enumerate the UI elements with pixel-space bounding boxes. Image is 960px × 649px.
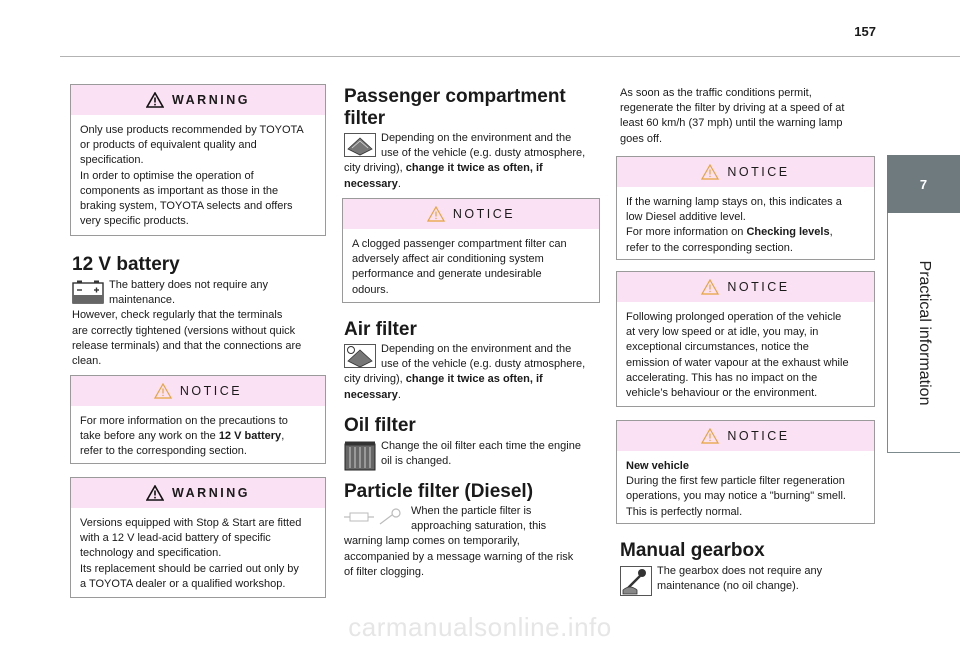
text-line: Following prolonged operation of the vehicle [626,311,842,323]
text-line [626,225,866,240]
text-line: use of the vehicle (e.g. dusty atmosphere, [381,358,586,371]
notice-box-new-vehicle [616,420,875,524]
bold-term: necessary [344,388,398,401]
text-line: accelerating. This has no impact on the [626,371,818,384]
text-line: or products of equivalent quality and [80,139,257,152]
notice-label: NOTICE [727,165,790,179]
text-line: refer to the corresponding section. [626,241,793,254]
warning-header [71,478,325,508]
text-line: A clogged passenger compartment filter can [352,238,567,250]
chapter-number: 7 [919,176,928,192]
cabin-filter-icon [344,133,376,157]
bold-term: change it twice as often, if [405,373,543,386]
bold-term: necessary [344,177,398,190]
air-filter-text [344,342,604,403]
text-line: If the warning lamp stays on, this indicates a [626,196,842,208]
text-span: take before any work on the [80,430,219,443]
notice-box-battery [70,375,326,464]
text-line: low Diesel additive level. [626,211,746,224]
text-line [344,388,604,403]
warning-box-products [70,84,326,236]
text-line: For more information on the precautions to [80,415,288,427]
section-title-manual-gearbox: Manual gearbox [620,540,765,561]
notice-header [617,157,874,187]
air-filter-icon [344,344,376,368]
notice-triangle-icon [701,279,719,295]
notice-text [343,229,599,304]
chapter-tab[interactable] [887,155,960,213]
text-line: Depending on the environment and the [381,132,572,144]
text-line [344,161,604,176]
text-line: of filter clogging. [344,565,425,578]
notice-header [617,421,874,451]
text-line: accompanied by a message warning of the risk [344,550,574,563]
text-span: city driving), [344,373,406,386]
chapter-title: Practical information [916,260,933,405]
text-line [344,177,604,192]
warning-text [71,115,325,235]
text-line: The gearbox does not require any [657,565,823,577]
gearbox-text [620,564,880,596]
notice-label: NOTICE [727,429,790,443]
warning-triangle-icon [146,92,164,108]
text-line: a TOYOTA dealer or a qualified workshop. [80,577,286,590]
regeneration-text [620,86,880,147]
section-title-oil-filter: Oil filter [344,415,416,436]
text-line: at very low speed or at idle, you may, in [626,326,819,339]
text-line: emission of water vapour at the exhaust while [626,356,849,369]
section-title-battery: 12 V battery [72,254,180,275]
cabin-filter-text [344,131,604,192]
text-line: The battery does not require any [109,279,268,291]
oil-filter-text [344,439,604,471]
text-line: least 60 km/h (37 mph) until the warning lamp [620,117,843,130]
text-line: are correctly tightened (versions without quick [72,324,296,337]
text-span: . [397,177,401,190]
text-line: use of the vehicle (e.g. dusty atmosphere, [381,147,586,160]
section-title-air-filter: Air filter [344,319,417,340]
text-line [80,429,317,444]
text-line: operations, you may notice a "burning" smell. [626,490,846,503]
notice-label: NOTICE [179,384,243,398]
text-line: clean. [72,355,102,368]
title-line: Passenger compartment [344,86,566,107]
text-span: , [829,226,833,239]
text-span: city driving), [344,162,406,175]
watermark: carmanualsonline.info [348,612,612,642]
text-line: However, check regularly that the terminals [72,309,283,322]
particle-filter-warning-lamp-icon [344,506,406,528]
notice-text [617,302,874,407]
text-line [626,459,866,474]
text-line: components as important as those in the [80,184,279,197]
oil-filter-icon [344,441,376,471]
warning-text [71,508,325,598]
notice-text [617,187,874,262]
notice-triangle-icon [427,206,445,222]
text-line: regenerate the filter by driving at a speed of at [620,102,845,115]
notice-box-low-speed [616,271,875,407]
text-line: Change the oil filter each time the engine [381,440,581,452]
gearbox-icon [620,566,652,596]
text-line: exceptional circumstances, notice the [626,341,809,354]
notice-label: NOTICE [727,280,790,294]
text-line: oil is changed. [381,455,452,468]
notice-box-cabin-filter [342,198,600,303]
header-rule [60,56,960,57]
text-line: As soon as the traffic conditions permit, [620,87,812,99]
text-line: maintenance (no oil change). [657,580,799,593]
battery-icon [72,280,104,304]
text-line: with a 12 V lead-acid battery of specific [80,532,271,545]
particle-filter-text [344,504,604,580]
text-line: specification. [80,154,144,167]
warning-label: WARNING [172,486,250,500]
text-line: approaching saturation, this [411,520,547,533]
text-line: Versions equipped with Stop & Start are fitted [80,517,302,529]
text-line: vehicle’s behaviour or the environment. [626,387,818,400]
text-line: adversely affect air conditioning system [352,253,544,266]
text-span: . [397,388,401,401]
text-span: , [281,430,285,443]
section-title-particle-filter: Particle filter (Diesel) [344,481,534,502]
notice-triangle-icon [154,383,172,399]
notice-header [617,272,874,302]
text-line: braking system, TOYOTA selects and offers [80,200,293,213]
text-line: very specific products. [80,215,189,228]
battery-text [72,278,330,369]
notice-header [343,199,599,229]
text-line: maintenance. [109,294,176,307]
notice-triangle-icon [701,164,719,180]
warning-triangle-icon [146,485,164,501]
bold-term: change it twice as often, if [405,162,543,175]
warning-header [71,85,325,115]
text-line: In order to optimise the operation of [80,169,254,182]
text-line: warning lamp comes on temporarily, [344,535,520,548]
text-line: technology and specification. [80,547,222,560]
bold-term: Checking levels [746,226,830,239]
text-line: goes off. [620,132,662,145]
text-line: performance and generate undesirable [352,268,542,281]
bold-term: 12 V battery [218,430,282,443]
text-span: For more information on [626,226,747,239]
title-line: filter [344,108,386,129]
text-line: Its replacement should be carried out only by [80,562,299,575]
warning-label: WARNING [172,93,250,107]
bold-term: New vehicle [626,460,689,472]
text-line: refer to the corresponding section. [80,445,247,458]
notice-text [71,406,325,466]
notice-triangle-icon [701,428,719,444]
notice-label: NOTICE [452,207,516,221]
text-line: release terminals) and that the connections are [72,339,302,352]
notice-text [617,451,874,526]
page-number: 157 [854,24,876,39]
notice-box-warning-lamp [616,156,875,260]
text-line: Depending on the environment and the [381,343,572,355]
warning-box-stop-start [70,477,326,598]
text-line: Only use products recommended by TOYOTA [80,124,304,136]
text-line: This is perfectly normal. [626,505,743,518]
text-line: When the particle filter is [411,505,532,517]
notice-header [71,376,325,406]
text-line [344,372,604,387]
chapter-title-tab[interactable] [887,213,960,453]
text-line: odours. [352,283,389,296]
section-title-cabin-filter [344,86,566,130]
text-line: During the first few particle filter regeneration [626,475,845,488]
